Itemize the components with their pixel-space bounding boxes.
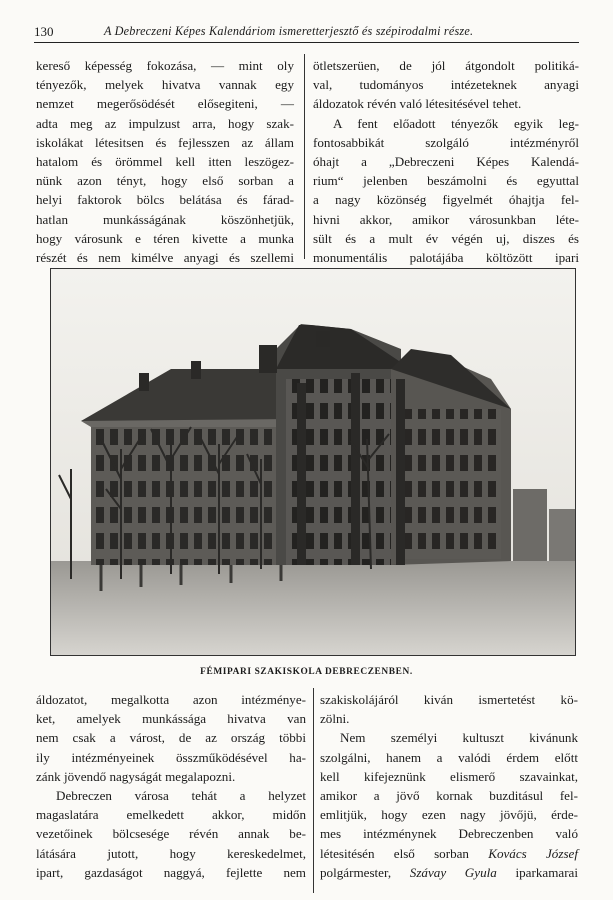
bottom-right-column [320,690,578,882]
text-line: látására jutott, hogy kereskedelmet, [36,845,306,861]
text-line: nem csak a várost, de az ország többi [36,730,306,746]
text-line: magaslatára emelkedett akkor, midőn [36,807,306,823]
text-line: zölni. [320,711,350,727]
text-line: ipart, gazdaságot naggyá, fejlette nem [36,864,306,880]
text-fragment: polgármester, [320,864,392,880]
top-right-column [313,56,579,267]
text-line: amikor a jövő kornak buzditásul fel- [320,788,578,804]
text-line: áldozatot, megalkotta azon intézménye- [36,692,306,707]
text-line: ily intézményeinek összműködésével ha- [36,749,306,765]
text-line: hatalom és örömmel kell itten leszögez- [36,154,294,170]
column-divider [313,688,314,893]
text-line: tényezők, melyek hivatva vannak egy [36,77,294,93]
text-line: iskolákat létesitsen és fejlesszen az állam [36,134,294,150]
page-number: 130 [34,24,54,39]
photo-caption: FÉMIPARI SZAKISKOLA DEBRECZENBEN. [200,667,413,677]
bottom-left-column [36,690,306,882]
text-line: Debreczen városa tehát a helyzet [56,788,306,804]
text-line: emlitjük, hogy ezen nagy jövőjü, érde- [320,807,578,823]
person-name: Szávay Gyula [409,864,497,880]
page-header [34,22,579,43]
text-fragment: iparkamarai [515,864,579,880]
text-line: ötletszerüen, de jól átgondolt politiká- [313,58,579,73]
text-line: áldozatok révén való létesitésével tehet. [313,96,522,112]
text-fragment: létesitésén első sorban [320,845,469,861]
text-line: kell kifejeznünk elismerő szavainkat, [320,768,578,784]
text-line: sült és a mult év végén uj, diszes és [313,230,579,246]
text-line: adta meg az impulzust arra, hogy szak- [36,115,294,131]
text-line: hivni akkor, amikor városunkban léte- [313,211,579,227]
text-line: rium“ jelenben beszámolni és egyuttal [313,173,579,189]
text-line: nünk azon tényt, hogy első sorban a [36,173,294,189]
text-line: ket, amelyek munkássága hivatva van [36,711,306,727]
person-name: Kovács József [488,845,578,861]
text-line: szakiskolájáról kiván ismertetést kö- [320,692,578,707]
text-line [320,863,578,882]
text-line: szolgálni, hanem a valódi érdem előtt [320,749,578,765]
text-line: Nem személyi kultuszt kivánunk [340,730,578,746]
text-line: helyi faktorok bölcs belátása és fárad- [36,192,294,208]
school-building-photo [50,268,576,656]
running-title: A Debreczeni Képes Kalendáriom ismeretterjesztő és szépirodalmi része. [104,24,474,38]
top-left-column [36,56,294,267]
column-divider [304,54,305,259]
text-line: monumentális palotájába költözött ipari [313,250,579,266]
text-line: val, tudományos intézeteknek anyagi [313,77,579,93]
text-line: mes intézménynek Debreczenben való [320,826,578,842]
text-line: A fent előadott tényezők egyik leg- [333,115,579,131]
text-line: kereső képesség fokozása, — mint oly [36,58,294,73]
text-line: hatlan munkásságának köszönhetjük, [36,211,294,227]
text-line: fontosabbikát szolgáló intézményről [313,134,579,150]
text-line: részét és nem kimélve anyagi és szellemi [36,250,294,266]
text-line: zánk jövendő nagyságát megalapozni. [36,768,236,784]
text-line: vezetőinek bölcsesége révén annak be- [36,826,306,842]
text-line [320,844,578,863]
text-line: nemzet megerősödését elősegiteni, — [36,96,294,112]
text-line: óhajt a „Debreczeni Képes Kalendá- [313,154,579,170]
text-line: hogy városunk e téren kivette a munka [36,230,294,246]
text-line: a nagy közönség figyelmét óhajtja fel- [313,192,579,208]
